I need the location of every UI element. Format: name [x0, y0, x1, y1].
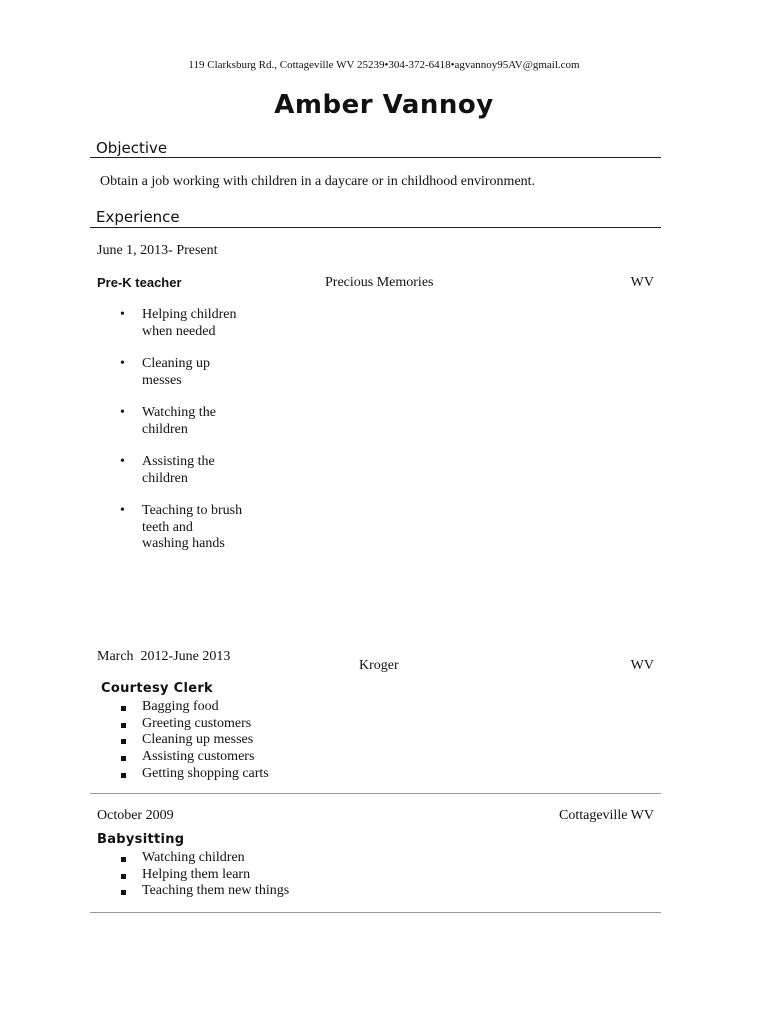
- list-item: Watching children: [118, 850, 289, 867]
- contact-line: 119 Clarksburg Rd., Cottageville WV 25239•304-372-6418•agvannoy95AV@gmail.com: [188, 59, 580, 71]
- list-item: Cleaning up messes: [118, 732, 269, 749]
- job-location: WV: [630, 658, 654, 673]
- job-divider: [90, 793, 661, 794]
- job-title: Courtesy Clerk: [101, 681, 213, 696]
- job-title: Babysitting: [97, 832, 185, 847]
- list-item: Getting shopping carts: [118, 766, 269, 783]
- job-employer: Precious Memories: [325, 275, 434, 290]
- objective-divider: [90, 157, 661, 158]
- list-item: • Teaching to brush teeth and washing hands: [118, 503, 243, 553]
- job-dates: March 2012-June 2013: [97, 649, 231, 664]
- experience-heading: Experience: [96, 208, 180, 226]
- job-divider: [90, 912, 661, 913]
- list-item: Bagging food: [118, 699, 269, 716]
- list-item: Helping them learn: [118, 867, 289, 884]
- list-item: Assisting customers: [118, 749, 269, 766]
- job-dates: October 2009: [97, 808, 174, 823]
- objective-heading: Objective: [96, 139, 168, 157]
- list-item: • Cleaning up messes: [118, 356, 243, 389]
- job-employer: Kroger: [359, 658, 399, 673]
- candidate-name: Amber Vannoy: [274, 90, 494, 120]
- list-item: • Watching the children: [118, 405, 243, 438]
- job-dates: June 1, 2013- Present: [97, 243, 218, 258]
- list-item: • Helping children when needed: [118, 307, 243, 340]
- list-item: Teaching them new things: [118, 883, 289, 900]
- job-duties-list: [118, 699, 269, 783]
- job-location: Cottageville WV: [559, 808, 654, 823]
- job-duties-list: [118, 307, 243, 569]
- objective-text: Obtain a job working with children in a daycare or in childhood environment.: [100, 174, 536, 189]
- list-item: • Assisting the children: [118, 454, 243, 487]
- job-title: Pre-K teacher: [97, 275, 182, 290]
- job-duties-list: [118, 850, 289, 900]
- experience-divider: [90, 227, 661, 228]
- list-item: Greeting customers: [118, 716, 269, 733]
- job-location: WV: [630, 275, 654, 290]
